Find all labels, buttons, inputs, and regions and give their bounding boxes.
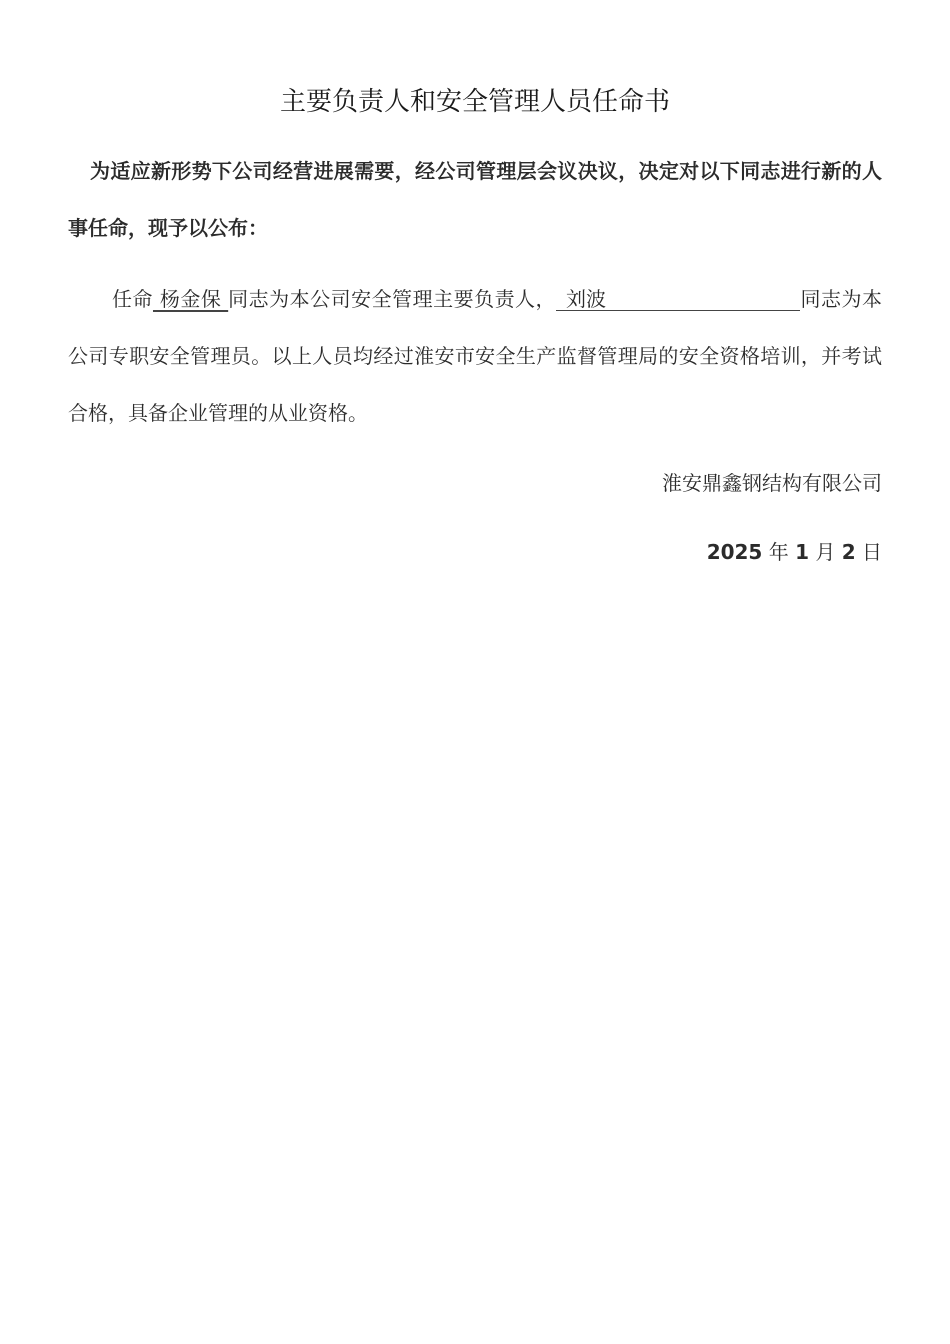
intro-paragraph: 为适应新形势下公司经营进展需要，经公司管理层会议决议，决定对以下同志进行新的人事任命，现予以公布：: [68, 159, 882, 240]
officer-role-text: 同志为本公司专职安全管理员。以上人员均经过淮安市安全生产监督管理局的安全资格培训，并考试合格，具备企业管理的从业资格。: [68, 287, 883, 425]
officer-name-field: 刘波: [556, 288, 800, 311]
date-year: 2025: [706, 540, 763, 564]
document-title: 主要负责人和安全管理人员任命书: [279, 87, 670, 117]
date-year-unit: 年: [768, 540, 789, 564]
date-month: 1: [795, 540, 809, 564]
appointment-paragraph: [68, 271, 882, 442]
appointment-prefix: 任命: [112, 287, 153, 311]
date-day: 2: [841, 540, 856, 564]
company-signature: 淮安鼎鑫钢结构有限公司: [662, 471, 882, 495]
principal-role-text: 同志为本公司安全管理主要负责人，: [228, 287, 557, 311]
date-day-unit: 日: [862, 540, 882, 564]
principal-name-field: 杨金保: [152, 287, 229, 311]
date-month-unit: 月: [815, 540, 836, 564]
signature-date: [707, 535, 882, 569]
